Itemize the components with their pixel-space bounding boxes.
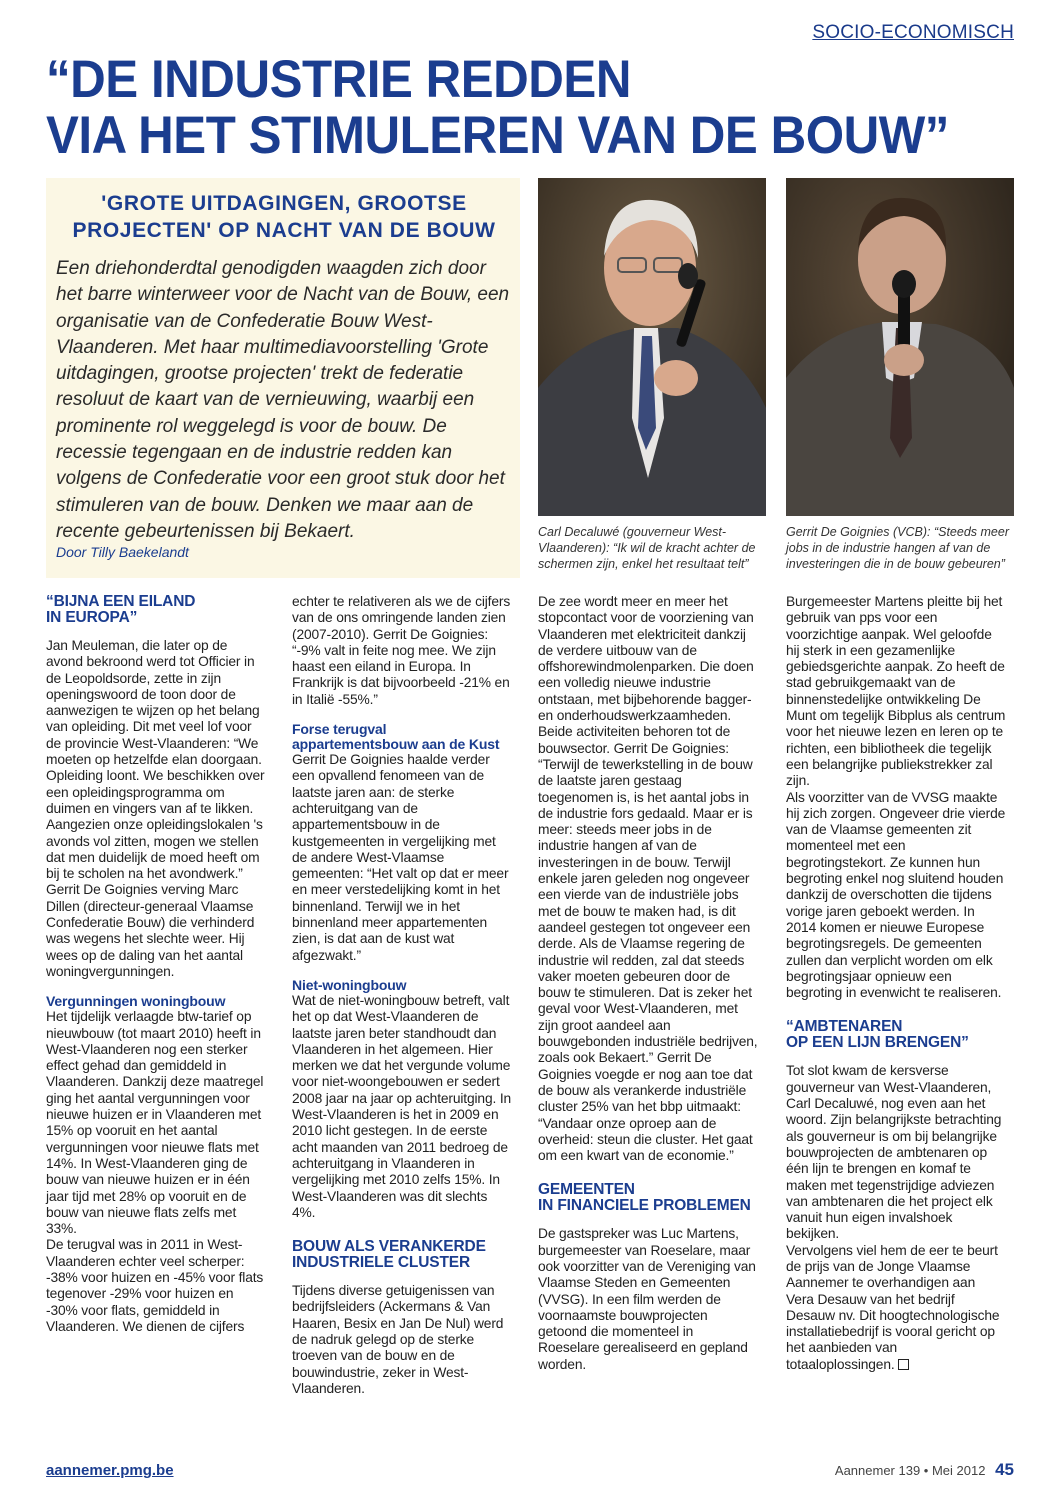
subheading-line: appartementsbouw aan de Kust	[292, 736, 500, 753]
photo-caption: Carl Decaluwé (gouverneur West-Vlaanderen): “Ik wil de kracht achter de schermen zijn, enkel het resultaat telt”	[538, 525, 756, 571]
paragraph: Tijdens diverse getuigenissen van bedrijfsleiders (Ackermans & Van Haaren, Besix en Jan De Nul) werd de nadruk gelegd op de sterke troeven van de bouw en de bouwindustrie, zeker in West-Vlaanderen.	[292, 1283, 504, 1396]
footer-issue-info	[835, 1460, 1014, 1480]
subheading-line: Forse terugval	[292, 721, 387, 738]
section-heading-line: INDUSTRIELE CLUSTER	[292, 1254, 470, 1272]
checkbox-icon	[898, 1359, 909, 1370]
section-heading	[786, 1019, 1006, 1051]
section-tag: SOCIO-ECONOMISCH	[812, 22, 1014, 43]
intro-heading	[64, 190, 504, 244]
paragraph: De zee wordt meer en meer het stopcontact voor de voorziening van Vlaanderen met elektriciteit dankzij de verdere uitbouw van de offshorewindmolenparken. Die doen een volledig nieuwe industrie ontstaan, met bijbehorende bagger- en onderhoudswerkzaamheden. Beide activiteiten behoren tot de bouwsector. Gerrit De Goignies: “Terwijl de tewerkstelling in de bouw de laatste jaren gestaag toegenomen is, is het aantal jobs in de industrie fors gedaald. Maar er is meer: steeds meer jobs in de industrie hangen af van de investeringen in de bouw. Terwijl enkele jaren geleden nog ongeveer een vierde van de industriële jobs met de bouw te maken had, is dit aandeel gestegen tot ongeveer een derde. Als de Vlaamse regering de industrie wil redden, zal dat steeds vaker moeten gebeuren door de bouw te stimuleren. Dat is zeker het geval voor West-Vlaanderen, met zijn groot aandeel aan bouwgebonden industriële bedrijven, zoals ook Bekaert.” Gerrit De Goignies voegde er nog aan toe dat de bouw als verankerde industriële cluster 25% van het bbp uitmaakt: “Vandaar onze oproep aan de overheid: steun die cluster. Het gaat om een kwart van de economie.”	[538, 594, 758, 1164]
section-heading-line: “AMBTENAREN	[786, 1018, 903, 1036]
intro-text: Een driehonderdtal genodigden waagden zich door het barre winterweer voor de Nacht van de Bouw, een organisatie van de Confederatie Bouw West-Vlaanderen. Met haar multimediavoorstelling 'Grote uitdagingen, grootse projecten' trekt de federatie resoluut de kaart van de vernieuwing, waarbij een prominente rol weggelegd is voor de bouw. De recessie tegengaan en de industrie redden kan volgens de Confederatie voor een groot stuk door het stimuleren van de bouw. Denken we maar aan de recente gebeurtenissen bij Bekaert.	[56, 258, 510, 542]
section-heading-line: “BIJNA EEN EILAND	[46, 593, 196, 610]
article-column-3	[538, 594, 758, 1373]
paragraph: Gerrit De Goignies verving Marc Dillen (directeur-generaal Vlaamse Confederatie Bouw) die verhinderd was wegens het slechte weer. Hij wees op de daling van het aantal woningvergunningen.	[46, 882, 255, 979]
paragraph: echter te relativeren als we de cijfers van de ons omringende landen zien (2007-2010). Gerrit De Goignies: “-9% valt in feite nog mee. We zijn haast een eiland in Europa. In Frankrijk is dat bijvoorbeeld -21% en in Italië -55%.”	[292, 594, 511, 707]
paragraph: Wat de niet-woningbouw betreft, valt het op dat West-Vlaanderen de laatste jaren beter standhoudt dan Vlaanderen in het algemeen. Hier merken we dat het vergunde volume voor niet-woongebouwen er sedert 2008 jaar na jaar op achteruitging. In West-Vlaanderen is het in 2009 en 2010 licht gestegen. In de eerste acht maanden van 2011 bedroeg de achteruitgang in Vlaanderen in vergelijking met 2010 zelfs 15%. In West-Vlaanderen was dit slechts 4%.	[292, 992, 512, 1220]
portrait-illustration	[786, 178, 1014, 516]
byline: Door Tilly Baekelandt	[56, 544, 189, 560]
subheading: Niet-woningbouw	[292, 976, 407, 993]
photo-carl-decaluwe	[538, 178, 766, 516]
section-heading-line: IN EUROPA”	[46, 609, 138, 626]
paragraph: Jan Meuleman, die later op de avond bekroond werd tot Officier in de Leopoldsorde, zette in zijn openingswoord de toon door de aanwezigen te wijzen op het belang van opleiding. Dit met veel lof voor de provincie West-Vlaanderen: “We moeten op hetzelfde elan doorgaan. Opleiding loont. We beschikken over een opleidingsprogramma om duimen en vingers van af te likken. Aangezien onze opleidingslokalen 's avonds vol zitten, mogen we stellen dat men duidelijk de moed heeft om bij te scholen na het avondwerk.”	[46, 638, 265, 882]
headline-line: VIA HET STIMULEREN VAN DE BOUW”	[46, 106, 949, 165]
paragraph: De terugval was in 2011 in West-Vlaanderen echter veel scherper: -38% voor huizen en -45% voor flats tegenover -29% voor huizen en -30% voor flats, gemiddeld in Vlaanderen. We dienen de cijfers	[46, 1237, 264, 1334]
footer-website-link[interactable]: aannemer.pmg.be	[46, 1462, 174, 1479]
section-heading	[46, 594, 266, 626]
portrait-illustration	[538, 178, 766, 516]
paragraph: Als voorzitter van de VVSG maakte hij zich zorgen. Ongeveer drie vierde van de Vlaamse gemeenten zit momenteel met een begrotingstekort. Ze kunnen hun begroting enkel nog sluitend houden dankzij de overschotten die tijdens vorige jaren geboekt werden. In 2014 komen er nieuwe Europese begrotingsregels. De gemeenten zullen dan verplicht worden om elk begrotingsjaar opnieuw een begroting in evenwicht te realiseren.	[786, 789, 1006, 1001]
issue-label: Aannemer 139 • Mei 2012	[834, 1463, 986, 1478]
section-heading-line: OP EEN LIJN BRENGEN”	[786, 1034, 969, 1052]
paragraph: Tot slot kwam de kersverse gouverneur van West-Vlaanderen, Carl Decaluwé, nog even aan het woord. Zijn belangrijkste betrachting als gouverneur is om bij belangrijke bouwprojecten de ambtenaren op één lijn te brengen en komaf te maken met tegenstrijdige adviezen van ambtenaren die het project elk vanuit hun eigen invalshoek bekijken.	[786, 1063, 1002, 1242]
paragraph: Gerrit De Goignies haalde verder een opvallend fenomeen van de laatste jaren aan: de sterke achteruitgang van de appartementsbouw in de kustgemeenten in vergelijking met de andere West-Vlaamse gemeenten: “Het valt op dat er meer en meer verstedelijking komt in het binnenland. Terwijl we in het binnenland meer appartementen zien, is dat aan de kust wat afgezwakt.”	[292, 752, 509, 963]
section-heading-line: IN FINANCIELE PROBLEMEN	[538, 1197, 751, 1215]
paragraph: Het tijdelijk verlaagde btw-tarief op nieuwbouw (tot maart 2010) heeft in West-Vlaanderen nog een sterker effect gehad dan gemiddeld in Vlaanderen. Dankzij deze maatregel ging het aantal vergunningen voor nieuwe huizen er in Vlaanderen met 15% op vooruit en het aantal vergunningen voor nieuwe flats met 14%. In West-Vlaanderen ging de bouw van nieuwe huizen er in één jaar tijd met 28% op vooruit en de bouw van nieuwe flats zelfs met 33%.	[46, 1009, 264, 1237]
section-heading	[538, 1182, 758, 1214]
paragraph: Burgemeester Martens pleitte bij het gebruik van pps voor een voorzichtige aanpak. Wel geloofde hij sterk in een gezamenlijke gebiedsgerichte aanpak. Zo heeft de stad gebruikgemaakt van de binnenstedelijke ontwikkeling De Munt om tegelijk Bibplus als centrum voor het nieuwe lezen en leren op te richten, een bibliotheek die tegelijk een belangrijke publiekstrekker zal zijn.	[786, 594, 1006, 789]
headline	[46, 52, 957, 164]
section-heading	[292, 1239, 512, 1271]
intro-heading-line: PROJECTEN' OP NACHT VAN DE BOUW	[72, 219, 496, 242]
photo-caption: Gerrit De Goignies (VCB): “Steeds meer jobs in de industrie hangen af van de investeringen die in de bouw gebeuren”	[786, 525, 1009, 571]
section-heading-line: BOUW ALS VERANKERDE	[292, 1238, 486, 1256]
paragraph: De gastspreker was Luc Martens, burgemeester van Roeselare, maar ook voorzitter van de Vereniging van Vlaamse Steden en Gemeenten (VVSG). In een film werden de voornaamste bouwprojecten getoond die momenteel in Roeselare gerealiseerd en gepland worden.	[538, 1226, 756, 1372]
photo-gerrit-de-goignies	[786, 178, 1014, 516]
headline-line: “DE INDUSTRIE REDDEN	[46, 50, 631, 109]
article-column-4	[786, 594, 1006, 1373]
subheading: Vergunningen woningbouw	[46, 993, 226, 1010]
paragraph-text: Vervolgens viel hem de eer te beurt de prijs van de Jonge Vlaamse Aannemer te overhandigen aan Vera Desauw van het bedrijf Desauw nv. Dit hoogtechnologische installatiebedrijf is vooral gericht op het aanbieden van totaaloplossingen.	[786, 1242, 1000, 1372]
subheading	[292, 722, 512, 752]
article-column-2	[292, 594, 512, 1397]
section-heading-line: GEMEENTEN	[538, 1181, 635, 1199]
page-number: 45	[995, 1460, 1014, 1479]
paragraph	[786, 1243, 1006, 1373]
article-column-1	[46, 594, 266, 1335]
intro-heading-line: 'GROTE UITDAGINGEN, GROOTSE	[101, 192, 467, 215]
